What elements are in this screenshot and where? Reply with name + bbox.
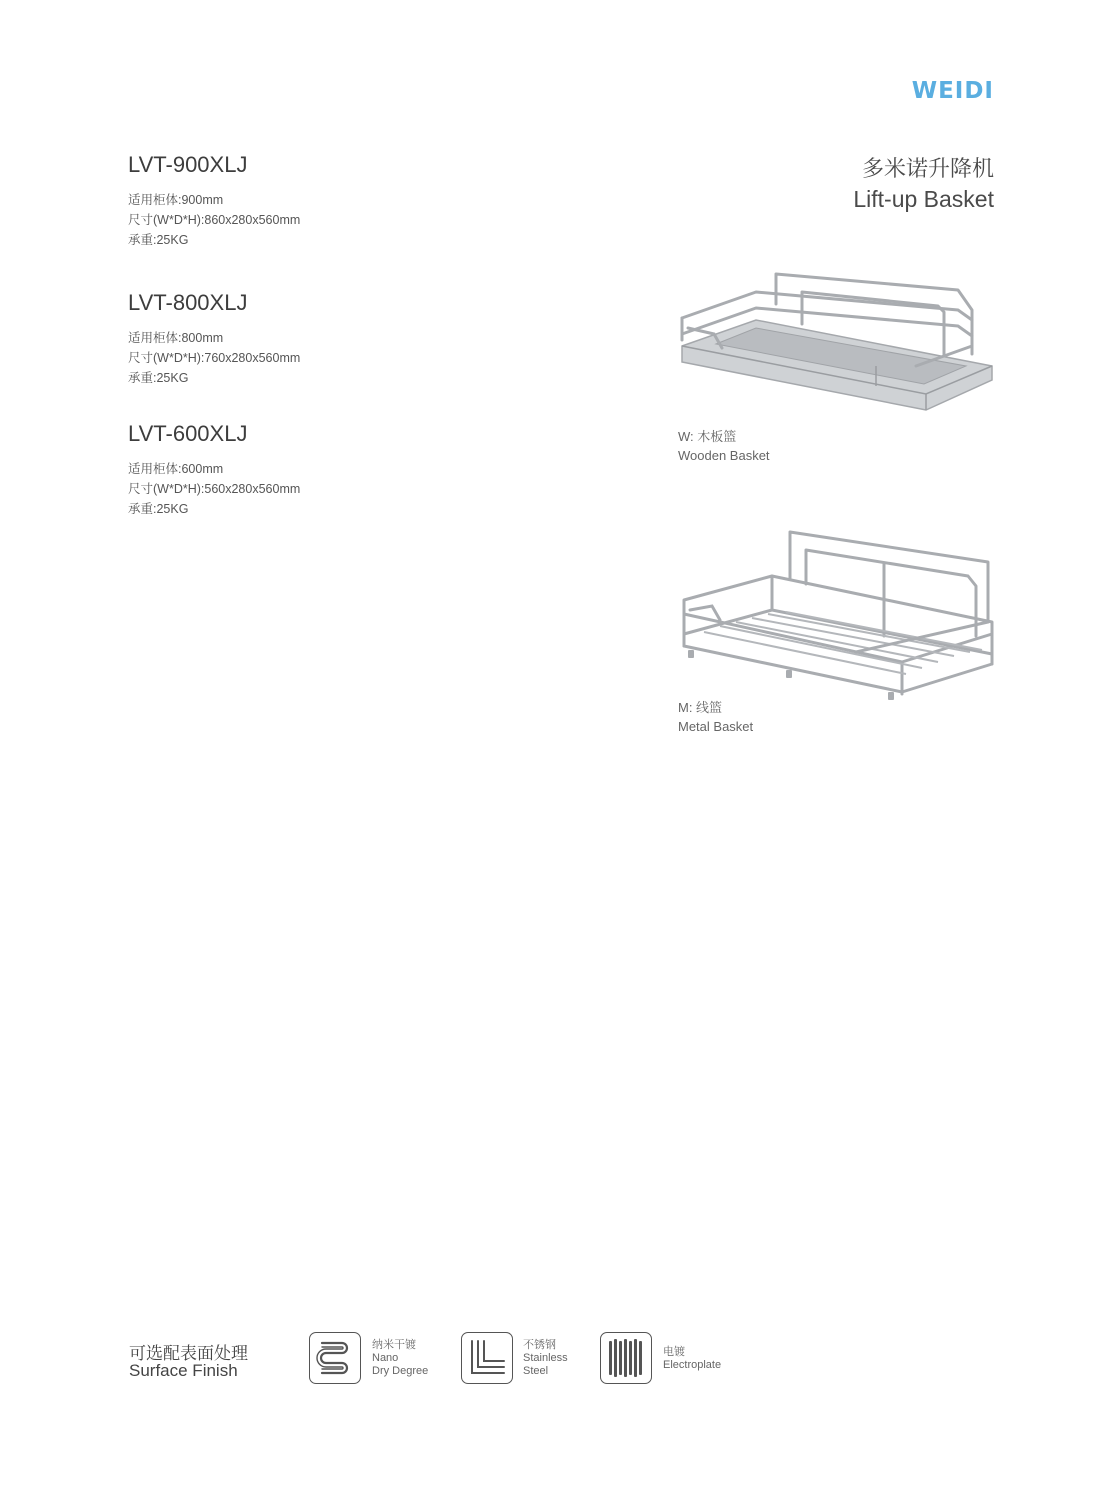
model-cabinet: 适用柜体:900mm	[128, 193, 224, 207]
model-name: LVT-900XLJ	[128, 152, 248, 177]
basket-label	[678, 698, 753, 736]
model-load: 承重:25KG	[128, 233, 189, 247]
finish-option-en: Steel	[523, 1365, 549, 1377]
finish-option	[663, 1346, 721, 1372]
model-size: 尺寸(W*D*H):560x280x560mm	[128, 482, 301, 496]
basket-label-cn: W: 木板篮	[678, 429, 737, 444]
surface-finish-title-cn: 可选配表面处理	[129, 1344, 248, 1363]
finish-option-en: Nano	[372, 1352, 399, 1364]
product-title-en: Lift-up Basket	[853, 186, 994, 212]
model-load: 承重:25KG	[128, 371, 189, 385]
finish-option-cn: 不锈钢	[523, 1339, 556, 1351]
model-cabinet: 适用柜体:600mm	[128, 462, 224, 476]
basket-label-en: Metal Basket	[678, 719, 754, 734]
model-cabinet: 适用柜体:800mm	[128, 331, 224, 345]
finish-option-en: Stainless	[523, 1352, 568, 1364]
model-size: 尺寸(W*D*H):860x280x560mm	[128, 213, 301, 227]
basket-label-cn: M: 线篮	[678, 700, 723, 715]
model-size: 尺寸(W*D*H):760x280x560mm	[128, 351, 301, 365]
electroplate-icon	[600, 1332, 652, 1384]
finish-option-en: Dry Degree	[372, 1365, 429, 1377]
surface-finish-title-en: Surface Finish	[129, 1361, 238, 1380]
nano-wave-icon	[309, 1332, 361, 1384]
basket-label	[678, 427, 770, 465]
brand-logo: WEIDI	[911, 78, 994, 104]
finish-option-cn: 电镀	[663, 1346, 685, 1358]
model-spec-block	[128, 152, 428, 250]
finish-option-cn: 纳米干镀	[372, 1339, 416, 1351]
metal-basket-illustration	[676, 526, 998, 706]
model-load: 承重:25KG	[128, 502, 189, 516]
finish-option	[372, 1339, 428, 1378]
model-spec-block	[128, 421, 428, 519]
model-spec-block	[128, 290, 428, 388]
product-title-cn: 多米诺升降机	[861, 156, 994, 181]
finish-option-en: Electroplate	[663, 1359, 722, 1371]
stainless-steel-icon	[461, 1332, 513, 1384]
finish-option	[523, 1339, 568, 1378]
basket-label-en: Wooden Basket	[678, 448, 770, 463]
model-name: LVT-800XLJ	[128, 290, 248, 315]
wooden-basket-illustration	[676, 262, 998, 422]
model-name: LVT-600XLJ	[128, 421, 248, 446]
